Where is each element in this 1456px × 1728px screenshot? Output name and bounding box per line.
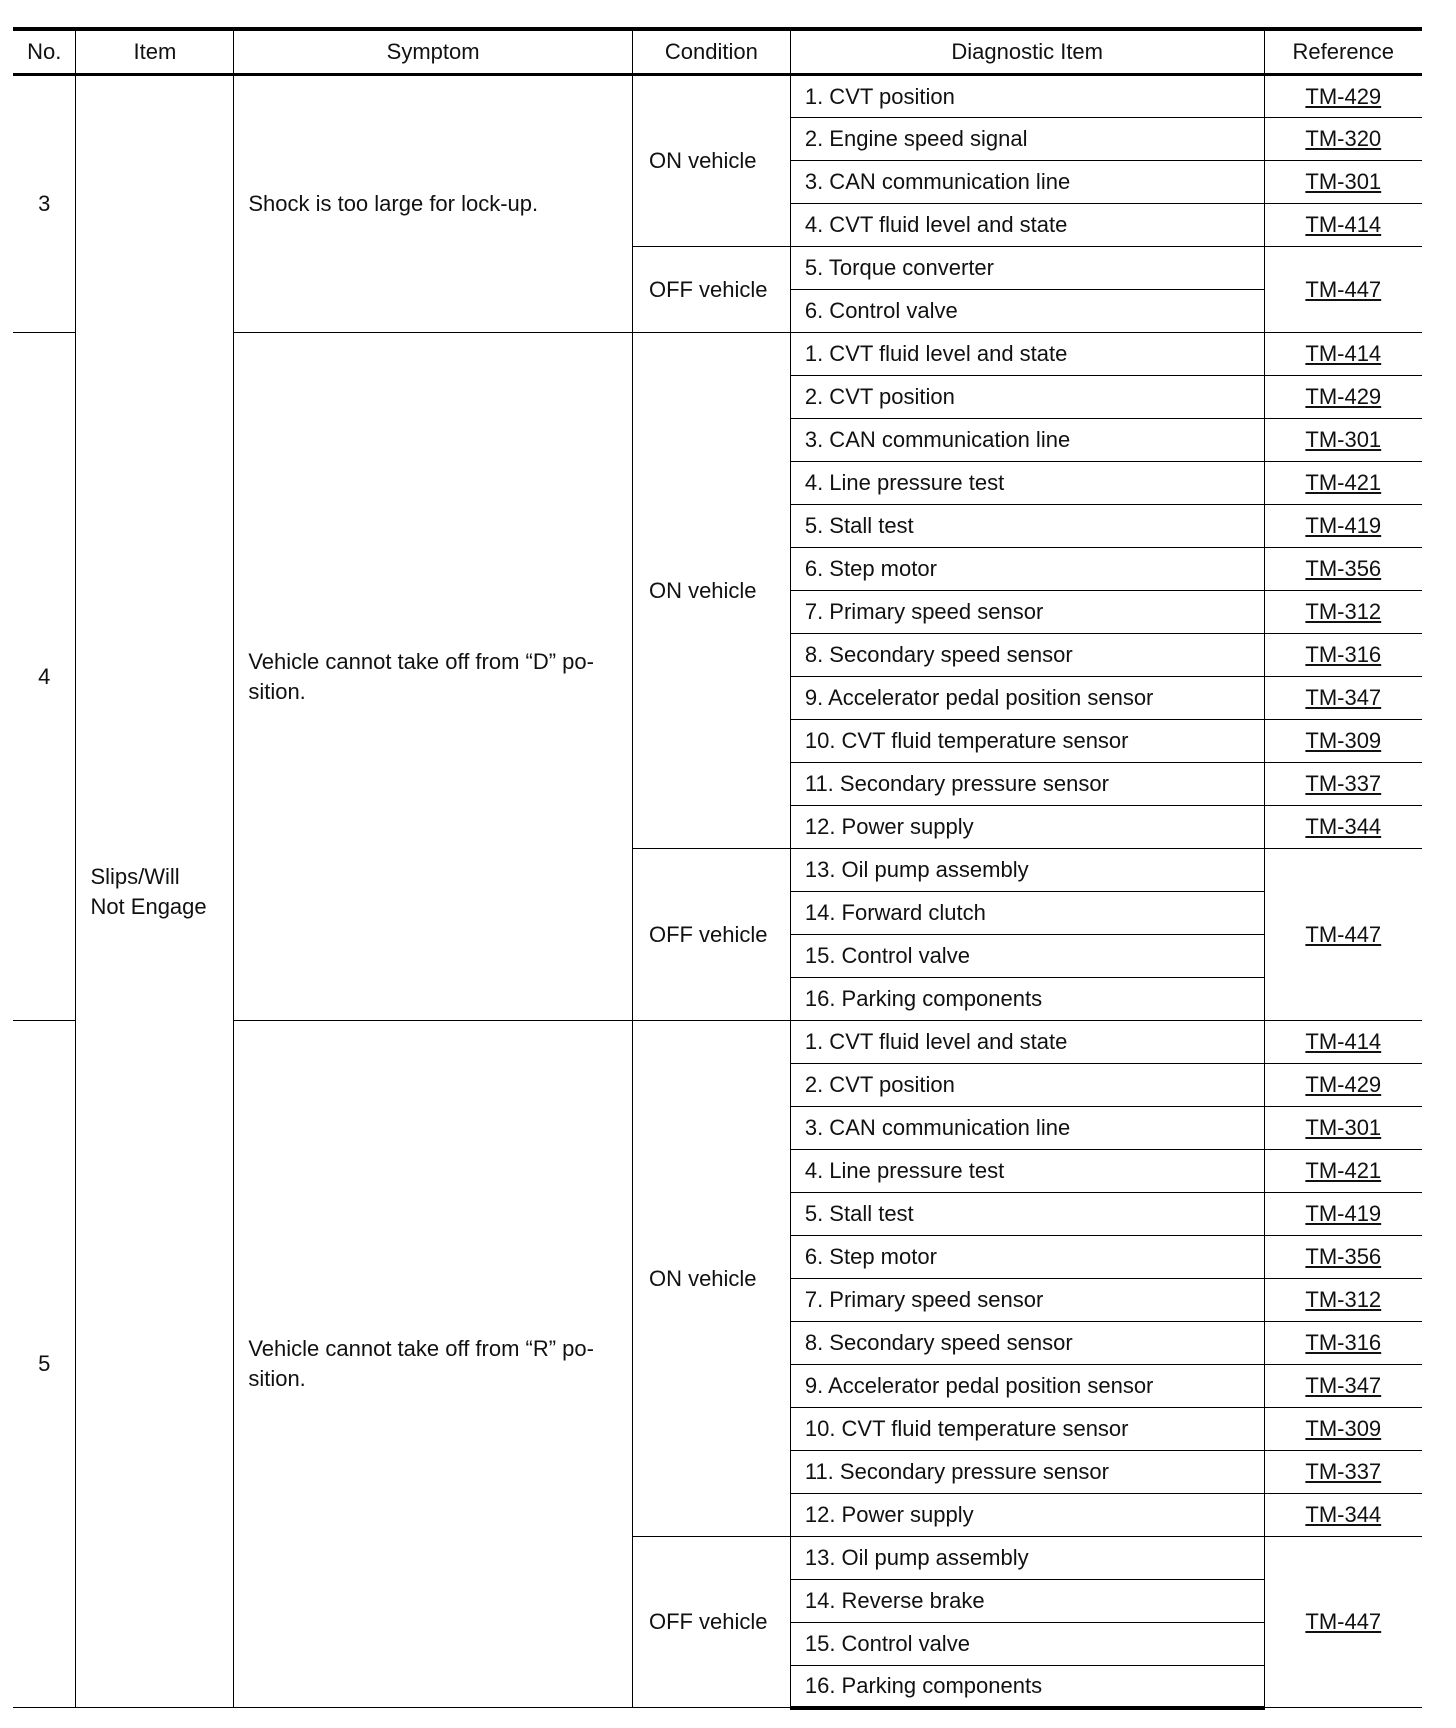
symptom-cell: Vehicle cannot take off from “R” po-sition. bbox=[234, 1021, 633, 1708]
reference-cell bbox=[1264, 1322, 1422, 1365]
condition-off-vehicle: OFF vehicle bbox=[632, 849, 790, 1021]
reference-link[interactable]: TM-301 bbox=[1305, 169, 1382, 194]
diagnostic-item: 11. Secondary pressure sensor bbox=[790, 763, 1264, 806]
diagnostic-item: 5. Stall test bbox=[790, 505, 1264, 548]
reference-link[interactable]: TM-344 bbox=[1305, 814, 1382, 839]
diagnostic-item: 11. Secondary pressure sensor bbox=[790, 1451, 1264, 1494]
diagnostic-item: 9. Accelerator pedal position sensor bbox=[790, 677, 1264, 720]
reference-link[interactable]: TM-414 bbox=[1305, 341, 1382, 366]
diagnostic-item: 6. Step motor bbox=[790, 548, 1264, 591]
diagnostic-item: 10. CVT fluid temperature sensor bbox=[790, 1408, 1264, 1451]
reference-link[interactable]: TM-429 bbox=[1305, 1072, 1382, 1097]
reference-link[interactable]: TM-447 bbox=[1305, 276, 1382, 302]
reference-link[interactable]: TM-419 bbox=[1305, 1201, 1382, 1226]
header-reference: Reference bbox=[1264, 29, 1422, 75]
reference-cell bbox=[1264, 1107, 1422, 1150]
reference-cell bbox=[1264, 720, 1422, 763]
header-symptom: Symptom bbox=[234, 29, 633, 75]
reference-cell bbox=[1264, 1494, 1422, 1537]
diagnostic-item: 15. Control valve bbox=[790, 1623, 1264, 1666]
reference-cell bbox=[1264, 1064, 1422, 1107]
reference-link[interactable]: TM-447 bbox=[1305, 1609, 1382, 1634]
reference-cell bbox=[1264, 849, 1422, 1021]
diagnostic-item: 14. Reverse brake bbox=[790, 1580, 1264, 1623]
reference-cell bbox=[1264, 1408, 1422, 1451]
reference-link[interactable]: TM-344 bbox=[1305, 1502, 1382, 1527]
diagnostic-item: 13. Oil pump assembly bbox=[790, 849, 1264, 892]
diagnostic-item: 5. Torque converter bbox=[790, 247, 1264, 290]
reference-link[interactable]: TM-320 bbox=[1305, 126, 1382, 151]
condition-off-vehicle: OFF vehicle bbox=[632, 247, 790, 333]
diagnostic-item: 4. CVT fluid level and state bbox=[790, 204, 1264, 247]
reference-cell bbox=[1264, 634, 1422, 677]
diagnostic-item: 1. CVT position bbox=[790, 75, 1264, 118]
reference-cell bbox=[1264, 333, 1422, 376]
diagnostic-item: 12. Power supply bbox=[790, 1494, 1264, 1537]
reference-link[interactable]: TM-419 bbox=[1305, 513, 1382, 538]
diagnostic-item: 8. Secondary speed sensor bbox=[790, 1322, 1264, 1365]
reference-cell bbox=[1264, 118, 1422, 161]
diagnostic-item: 4. Line pressure test bbox=[790, 1150, 1264, 1193]
reference-link[interactable]: TM-301 bbox=[1305, 427, 1382, 452]
diagnostic-item: 4. Line pressure test bbox=[790, 462, 1264, 505]
reference-cell bbox=[1264, 1537, 1422, 1708]
reference-link[interactable]: TM-337 bbox=[1305, 771, 1382, 796]
reference-cell bbox=[1264, 75, 1422, 118]
reference-cell bbox=[1264, 204, 1422, 247]
diagnostic-item: 13. Oil pump assembly bbox=[790, 1537, 1264, 1580]
diagnostic-item: 10. CVT fluid temperature sensor bbox=[790, 720, 1264, 763]
item-label-line2: Not Engage bbox=[90, 893, 207, 919]
diagnostic-item: 14. Forward clutch bbox=[790, 892, 1264, 935]
reference-link[interactable]: TM-316 bbox=[1305, 1330, 1382, 1355]
diagnosis-table bbox=[13, 27, 1422, 1710]
reference-link[interactable]: TM-447 bbox=[1305, 921, 1382, 947]
diagnostic-item: 3. CAN communication line bbox=[790, 161, 1264, 204]
reference-cell bbox=[1264, 419, 1422, 462]
reference-cell bbox=[1264, 1236, 1422, 1279]
diagnostic-item: 7. Primary speed sensor bbox=[790, 1279, 1264, 1322]
diagnostic-item: 12. Power supply bbox=[790, 806, 1264, 849]
diagnostic-item: 1. CVT fluid level and state bbox=[790, 1021, 1264, 1064]
header-no: No. bbox=[13, 29, 76, 75]
reference-cell bbox=[1264, 591, 1422, 634]
reference-cell bbox=[1264, 1279, 1422, 1322]
reference-link[interactable]: TM-421 bbox=[1305, 1158, 1382, 1183]
reference-link[interactable]: TM-309 bbox=[1305, 1416, 1382, 1441]
diagnostic-item: 15. Control valve bbox=[790, 935, 1264, 978]
reference-link[interactable]: TM-429 bbox=[1305, 83, 1382, 109]
reference-cell bbox=[1264, 376, 1422, 419]
reference-cell bbox=[1264, 1365, 1422, 1408]
row-number: 3 bbox=[13, 75, 76, 333]
diagnostic-item: 6. Control valve bbox=[790, 290, 1264, 333]
header-diagnostic-item: Diagnostic Item bbox=[790, 29, 1264, 75]
reference-link[interactable]: TM-429 bbox=[1305, 384, 1382, 409]
diagnostic-item: 7. Primary speed sensor bbox=[790, 591, 1264, 634]
reference-link[interactable]: TM-309 bbox=[1305, 728, 1382, 753]
table-header-row bbox=[13, 29, 1422, 75]
reference-link[interactable]: TM-316 bbox=[1305, 642, 1382, 667]
symptom-cell: Shock is too large for lock-up. bbox=[234, 75, 633, 333]
reference-link[interactable]: TM-312 bbox=[1305, 1287, 1382, 1312]
header-item: Item bbox=[76, 29, 234, 75]
table-row bbox=[13, 75, 1422, 118]
reference-cell bbox=[1264, 1451, 1422, 1494]
reference-cell bbox=[1264, 763, 1422, 806]
reference-link[interactable]: TM-356 bbox=[1305, 1244, 1382, 1269]
reference-link[interactable]: TM-347 bbox=[1305, 1373, 1382, 1398]
reference-cell bbox=[1264, 161, 1422, 204]
reference-cell bbox=[1264, 247, 1422, 333]
condition-on-vehicle: ON vehicle bbox=[632, 333, 790, 849]
reference-link[interactable]: TM-337 bbox=[1305, 1459, 1382, 1484]
diagnostic-item: 16. Parking components bbox=[790, 1666, 1264, 1708]
diagnostic-item: 6. Step motor bbox=[790, 1236, 1264, 1279]
diagnostic-item: 3. CAN communication line bbox=[790, 419, 1264, 462]
diagnostic-item: 9. Accelerator pedal position sensor bbox=[790, 1365, 1264, 1408]
reference-cell bbox=[1264, 1021, 1422, 1064]
item-label-line1: Slips/Will bbox=[90, 863, 180, 889]
row-number: 4 bbox=[13, 333, 76, 1021]
reference-link[interactable]: TM-347 bbox=[1305, 685, 1382, 710]
diagnostic-item: 16. Parking components bbox=[790, 978, 1264, 1021]
row-number: 5 bbox=[13, 1021, 76, 1708]
reference-cell bbox=[1264, 677, 1422, 720]
diagnostic-item: 3. CAN communication line bbox=[790, 1107, 1264, 1150]
diagnostic-item: 5. Stall test bbox=[790, 1193, 1264, 1236]
reference-cell bbox=[1264, 1193, 1422, 1236]
item-cell bbox=[76, 75, 234, 1708]
header-condition: Condition bbox=[632, 29, 790, 75]
reference-cell bbox=[1264, 548, 1422, 591]
reference-cell bbox=[1264, 505, 1422, 548]
reference-link[interactable]: TM-421 bbox=[1305, 470, 1382, 495]
diagnostic-item: 1. CVT fluid level and state bbox=[790, 333, 1264, 376]
diagnostic-item: 2. Engine speed signal bbox=[790, 118, 1264, 161]
diagnostic-item: 2. CVT position bbox=[790, 376, 1264, 419]
reference-link[interactable]: TM-414 bbox=[1305, 212, 1382, 237]
reference-cell bbox=[1264, 1150, 1422, 1193]
condition-off-vehicle: OFF vehicle bbox=[632, 1537, 790, 1708]
reference-link[interactable]: TM-356 bbox=[1305, 556, 1382, 581]
condition-on-vehicle: ON vehicle bbox=[632, 75, 790, 247]
diagnostic-item: 8. Secondary speed sensor bbox=[790, 634, 1264, 677]
reference-link[interactable]: TM-414 bbox=[1305, 1029, 1382, 1054]
reference-cell bbox=[1264, 462, 1422, 505]
diagnostic-item: 2. CVT position bbox=[790, 1064, 1264, 1107]
reference-link[interactable]: TM-312 bbox=[1305, 599, 1382, 624]
symptom-cell: Vehicle cannot take off from “D” po-sition. bbox=[234, 333, 633, 1021]
reference-cell bbox=[1264, 806, 1422, 849]
reference-link[interactable]: TM-301 bbox=[1305, 1115, 1382, 1140]
condition-on-vehicle: ON vehicle bbox=[632, 1021, 790, 1537]
